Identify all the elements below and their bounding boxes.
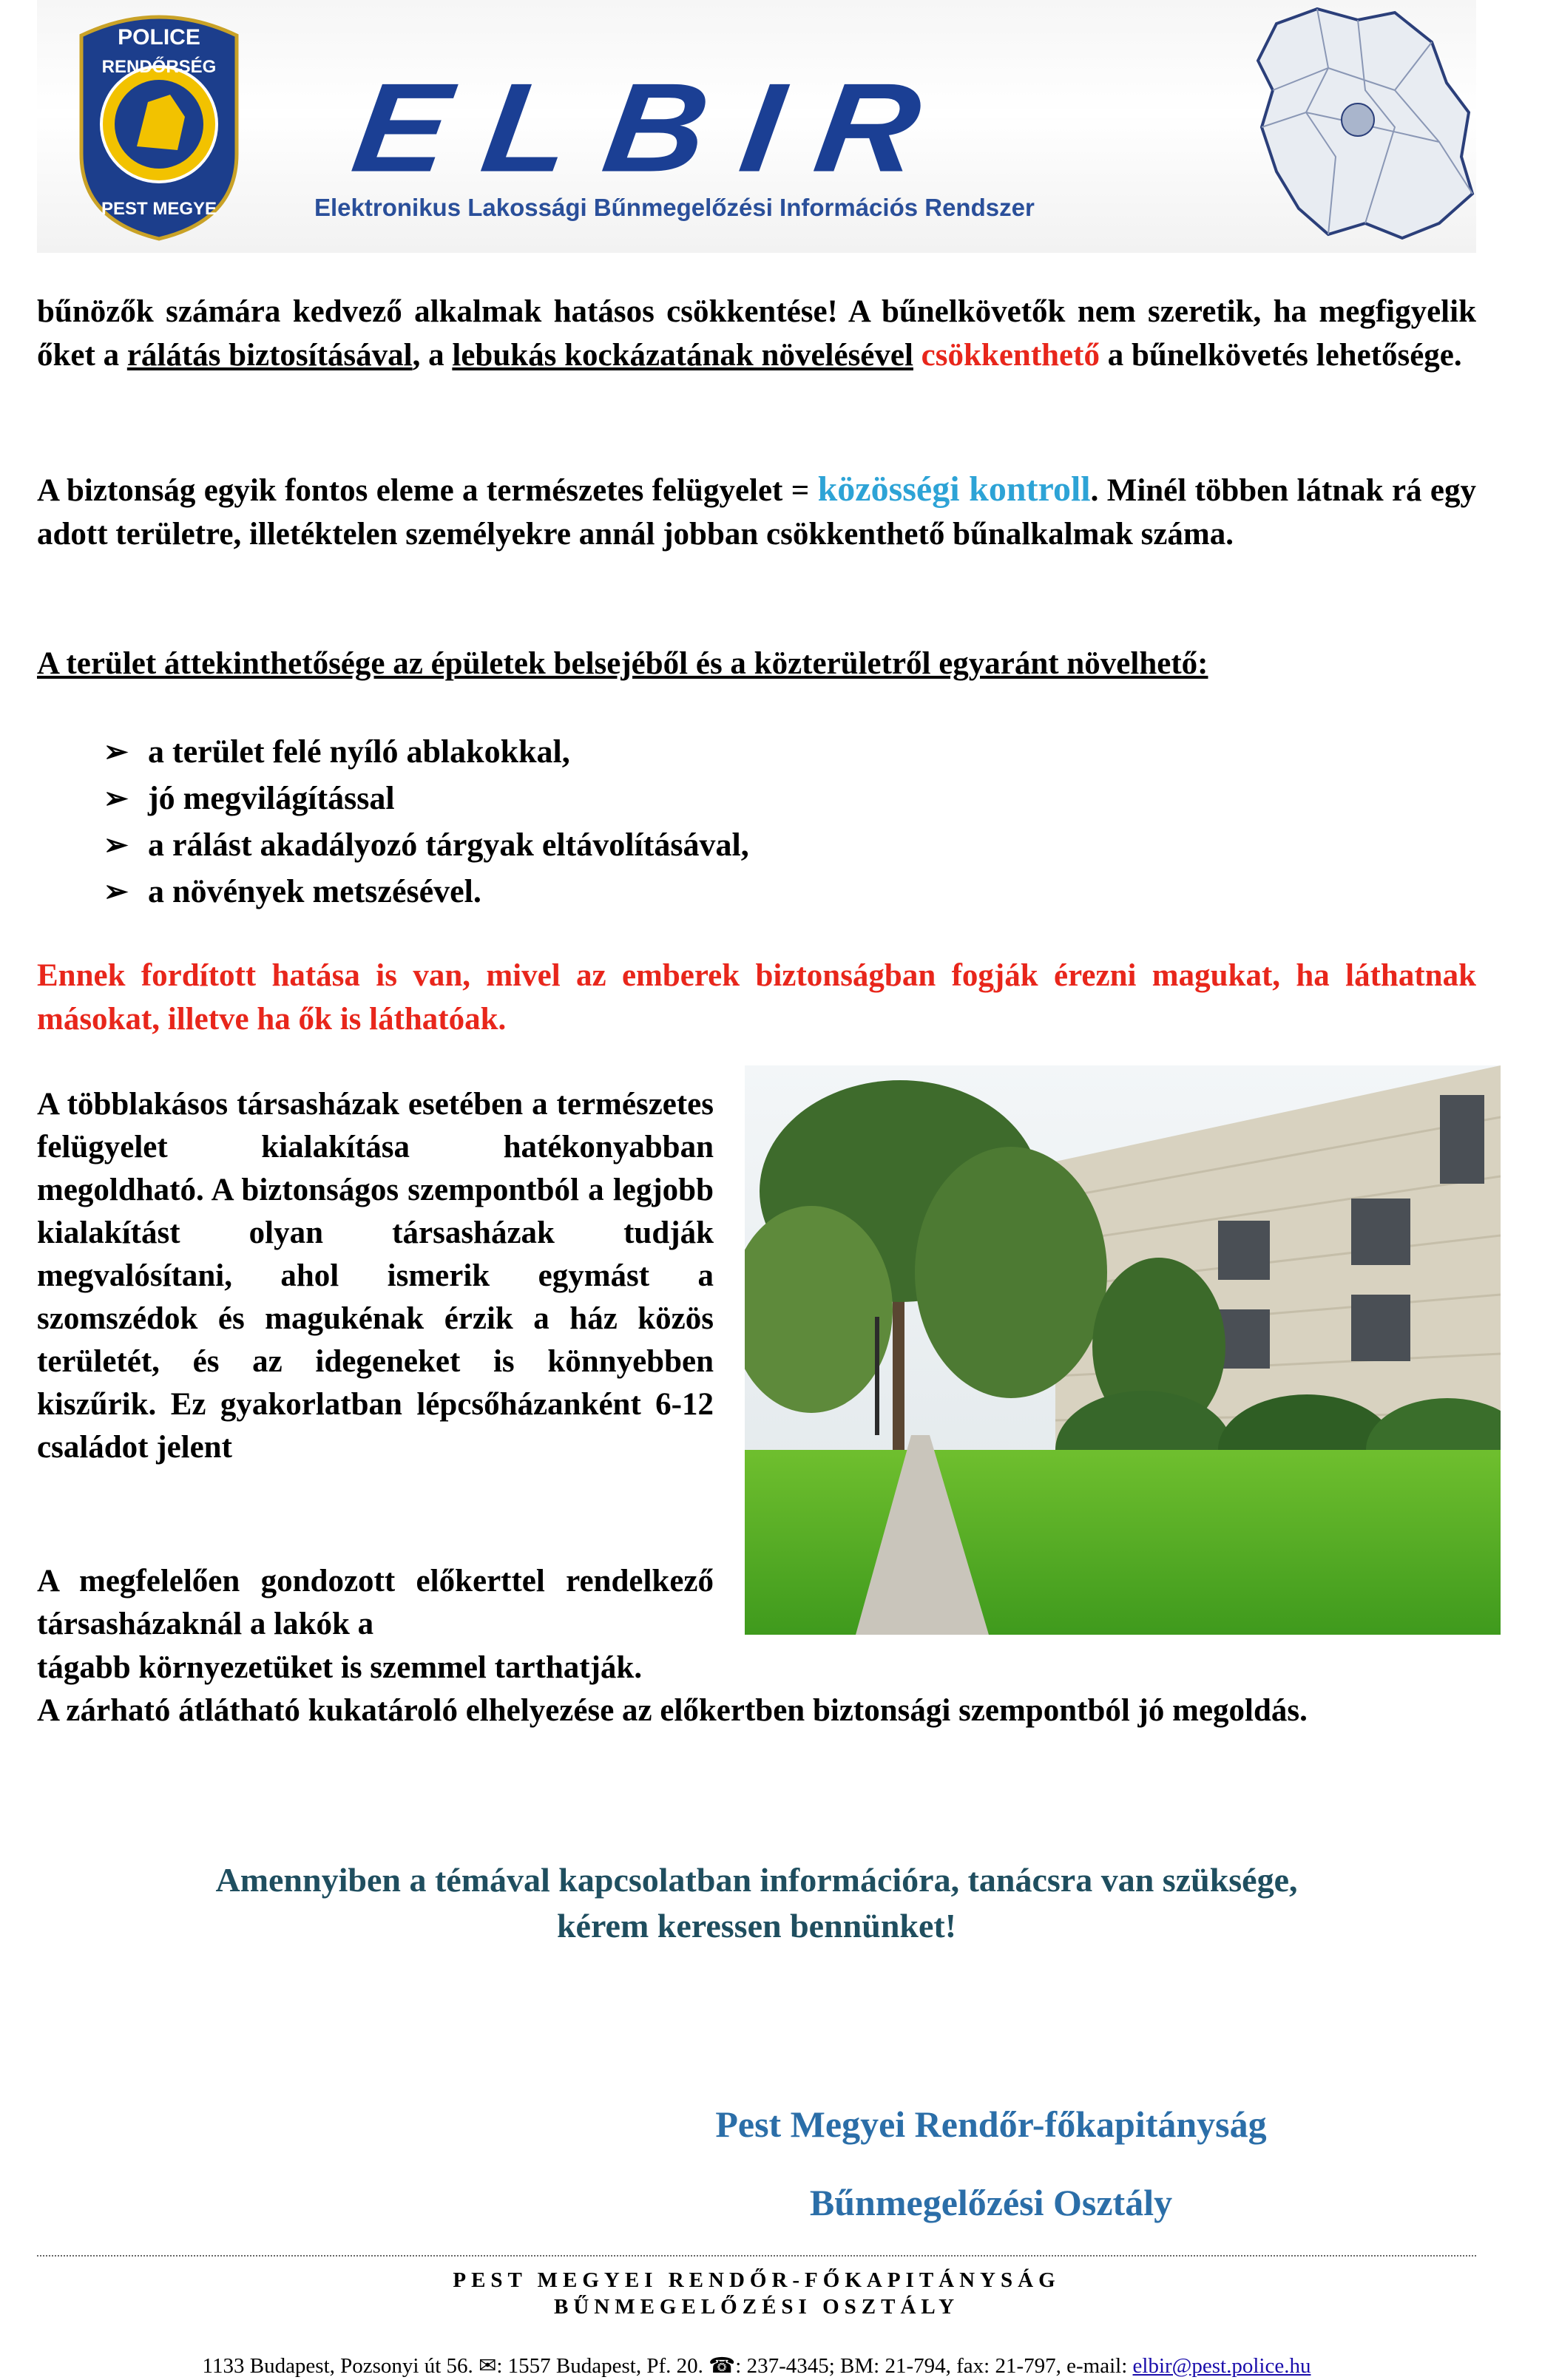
front-garden-paragraph-end: tágabb környezetüket is szemmel tarthatják. — [37, 1650, 643, 1685]
email-link[interactable]: elbir@pest.police.hu — [1132, 2354, 1311, 2378]
reverse-effect-paragraph: Ennek fordított hatása is van, mivel az emberek biztonságban fogják érezni magukat, ha láthatnak másokat, illetve ha ők is láthatóak. — [37, 958, 1476, 1037]
contact-request — [37, 1857, 1476, 1949]
svg-text:POLICE: POLICE — [118, 25, 200, 50]
visibility-heading: A terület áttekinthetősége az épületek belsejéből és a közterületről egyaránt növelhető: — [37, 646, 1208, 681]
envelope-icon: ✉ — [478, 2354, 497, 2378]
elbir-tagline: Elektronikus Lakossági Bűnmegelőzési Információs Rendszer — [314, 194, 1035, 221]
footer-divider — [37, 2255, 1476, 2257]
footer-phone: : 237-4345; BM: 21-794, fax: 21-797, e-mail: — [735, 2354, 1133, 2378]
arrow-bullet-icon: ➢ — [104, 782, 129, 815]
list-item — [104, 775, 1139, 821]
footer-org-name: PEST MEGYEI RENDŐR-FŐKAPITÁNYSÁG — [453, 2268, 1061, 2292]
arrow-bullet-icon: ➢ — [104, 735, 129, 768]
elbir-logo-text: ELBIR — [345, 57, 964, 199]
contact-line-2: kérem keressen bennünket! — [556, 1907, 957, 1945]
intro-space — [913, 338, 921, 373]
signature-org: Pest Megyei Rendőr-főkapitányság — [715, 2103, 1267, 2145]
community-control-highlight: közösségi kontroll — [817, 469, 1091, 509]
bullet-text: a növények metszésével. — [148, 873, 481, 909]
header-banner — [37, 0, 1476, 253]
bullet-text: jó megvilágítással — [148, 780, 395, 816]
front-garden-paragraph: A megfelelően gondozott előkerttel rendelkező társasházaknál a lakók a — [37, 1564, 714, 1641]
paragraph-community-control — [37, 467, 1476, 556]
footer-address: 1133 Budapest, Pozsonyi út 56. — [202, 2354, 473, 2378]
intro-text-end: a bűnelkövetés lehetősége. — [1099, 338, 1462, 373]
footer-department-name: BŰNMEGELŐZÉSI OSZTÁLY — [553, 2295, 960, 2319]
bullet-list — [104, 728, 1139, 915]
list-item — [104, 868, 1139, 915]
community-text: A biztonság egyik fontos eleme a természetes felügyelet = — [37, 473, 818, 508]
svg-text:RENDŐRSÉG: RENDŐRSÉG — [101, 57, 217, 77]
intro-text: bűnözők számára kedvező alkalmak hatásos csökkentése! A bűnelkövetők nem szeretik, ha megfigyelik őket a — [37, 294, 1476, 373]
police-badge-logo — [67, 6, 251, 243]
intro-underline-lebukas: lebukás kockázatának növelésével — [452, 338, 913, 373]
arrow-bullet-icon: ➢ — [104, 828, 129, 861]
list-item — [104, 728, 1139, 775]
signature-department: Bűnmegelőzési Osztály — [809, 2182, 1173, 2223]
intro-text-comma: , a — [412, 338, 453, 373]
arrow-bullet-icon: ➢ — [104, 875, 129, 908]
apartment-garden-photo — [745, 1065, 1501, 1635]
intro-red-word: csökkenthető — [921, 338, 1100, 373]
apartment-paragraph: A többlakásos társasházak esetében a természetes felügyelet kialakítása hatékonyabban megoldható. A biztonságos szempontból a legjobb kialakítást olyan társasházak tudják megvalósítani, ahol ismerik egymást a szomszédok és magukénak érzik a ház közös területét, és az idegeneket is könnyebben kiszűrik. Ez gyakorlatban lépcsőházanként 6-12 családot jelent — [37, 1087, 714, 1465]
svg-text:PEST MEGYE: PEST MEGYE — [101, 199, 217, 219]
footer-po-box: : 1557 Budapest, Pf. 20. — [496, 2354, 703, 2378]
paragraph-intro — [37, 290, 1476, 377]
phone-icon: ☎ — [709, 2354, 736, 2378]
intro-underline-ralatas: rálátás biztosításával — [126, 338, 413, 373]
waste-storage-paragraph: A zárható átlátható kukatároló elhelyezése az előkertben biztonsági szempontból jó megoldás. — [37, 1693, 1308, 1728]
bullet-text: a rálást akadályozó tárgyak eltávolításával, — [148, 827, 749, 863]
contact-line-1: Amennyiben a témával kapcsolatban információra, tanácsra van szüksége, — [215, 1861, 1298, 1899]
pest-county-map — [1247, 1, 1476, 250]
community-text-end: . Minél többen látnak rá egy adott területre, illetéktelen személyekre annál jobban csökkenthető bűnalkalmak száma. — [37, 473, 1476, 552]
bullet-text: a terület felé nyíló ablakokkal, — [148, 733, 570, 770]
footer-contact-line — [37, 2353, 1476, 2379]
list-item — [104, 821, 1139, 868]
